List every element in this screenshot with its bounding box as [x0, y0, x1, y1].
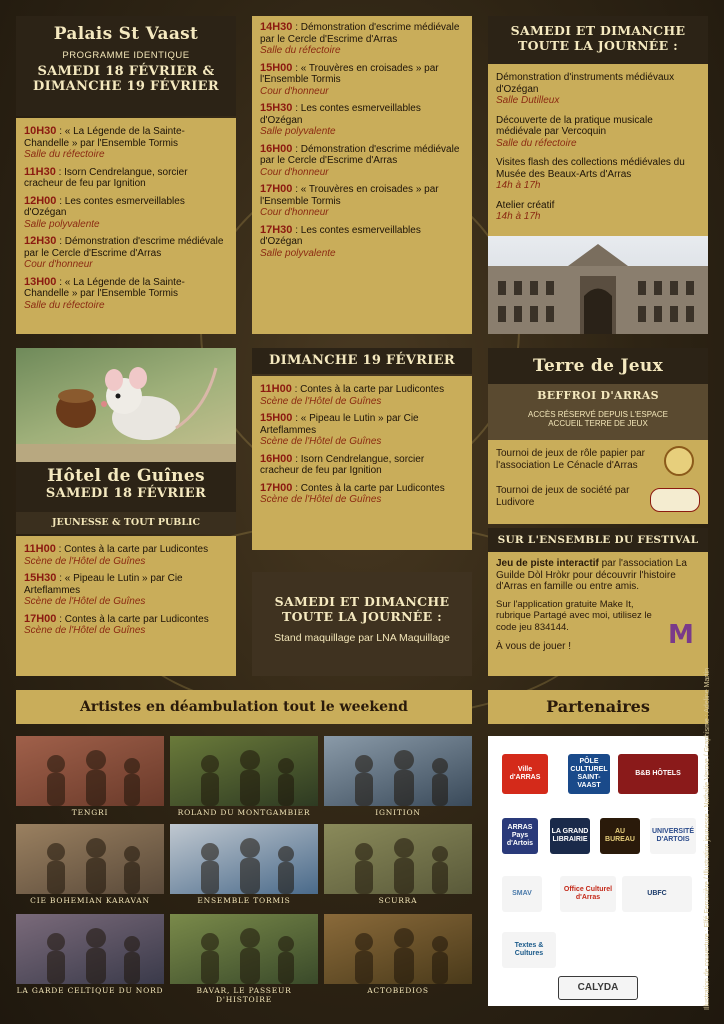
guines-audience [16, 512, 236, 534]
event-item [260, 384, 464, 407]
partner-logo: Ville d'ARRAS [502, 754, 548, 794]
event-item [260, 63, 464, 98]
event-desc: : Les contes esmerveillables d'Ozégan [24, 195, 185, 218]
terre-header [488, 348, 708, 384]
event-location: Scène de l'Hôtel de Guînes [260, 395, 382, 407]
festival-text [496, 558, 700, 593]
weekend2-title-2: TOUTE LA JOURNÉE : [281, 609, 443, 624]
weekend2-title-1: SAMEDI ET DIMANCHE [274, 594, 450, 609]
event-time: 17H00 [260, 183, 293, 195]
event-desc: : Les contes esmerveillables d'Ozégan [260, 103, 421, 126]
event-desc: : « Pipeau le Lutin » par Cie Arteflammes [24, 573, 183, 596]
artist-name: IGNITION [375, 808, 421, 817]
cenacle-logo [664, 446, 694, 476]
event-time: 14H30 [260, 21, 293, 33]
guines-header [16, 462, 236, 512]
artistes-title: Artistes en déambulation tout le weekend [80, 699, 408, 715]
artist-photo [324, 824, 472, 894]
partenaires-title: Partenaires [546, 697, 650, 716]
event-location: Salle du réfectoire [260, 45, 341, 56]
artistes-header [16, 690, 472, 724]
artist-name: ACTOBEDIOS [367, 986, 429, 995]
event-desc: : « La Légende de la Sainte-Chandelle » par l'Ensemble Tormis [24, 126, 185, 149]
palais-title: Palais St Vaast [53, 24, 199, 44]
artist-name: SCURRA [378, 896, 418, 905]
event-location: Scène de l'Hôtel de Guînes [260, 436, 382, 447]
partner-logo: B&B HÔTELS [618, 754, 698, 794]
weekend-title-1: SAMEDI ET DIMANCHE [510, 23, 686, 38]
festival-bold: Jeu de piste interactif [496, 558, 599, 569]
artist-photo [170, 914, 318, 984]
festival-desc: par l'association La Guilde Dòl Hròkr pour découvrir l'histoire d'Arras en famille ou entre amis. [496, 558, 687, 592]
event-desc: : Isorn Cendrelangue, sorcier cracheur de feu par Ignition [24, 166, 188, 189]
weekend-body [488, 64, 708, 236]
palais-dates-2: DIMANCHE 19 FÉVRIER [33, 79, 219, 94]
event-list [24, 544, 228, 637]
partner-logo: Office Culturel d'Arras [560, 876, 616, 912]
weekend-desc: Démonstration d'instruments médiévaux d'Ozégan [496, 72, 675, 95]
terre-place: BEFFROI D'ARRAS [537, 389, 659, 402]
artist-photo [324, 736, 472, 806]
artist-photo [16, 914, 164, 984]
event-location: Cour d'honneur [260, 85, 329, 97]
event-desc: : Contes à la carte par Ludicontes [56, 613, 209, 625]
artist-photo [324, 914, 472, 984]
event-desc: : Contes à la carte par Ludicontes [55, 544, 209, 555]
weekend-desc: Découverte de la pratique musicale médiévale par Vercoquin [496, 114, 653, 137]
festival-cta: À vous de jouer ! [496, 641, 572, 652]
ludivore-logo [650, 488, 700, 512]
event-item [260, 103, 464, 138]
event-time: 17H00 [24, 612, 57, 625]
weekend2-desc: Stand maquillage par LNA Maquillage [274, 632, 450, 644]
guines-audience-label: JEUNESSE & TOUT PUBLIC [51, 517, 201, 528]
event-desc: : Les contes esmerveillables d'Ozégan [260, 224, 421, 247]
weekend-desc: Atelier créatif [496, 199, 555, 211]
weekend-loc: 14h à 17h [496, 180, 541, 191]
event-location: Cour d'honneur [260, 166, 329, 178]
partner-logo: AU BUREAU [600, 818, 640, 854]
event-location: Scène de l'Hôtel de Guînes [24, 596, 146, 607]
partenaires-header [488, 690, 708, 724]
event-time: 16H00 [260, 142, 293, 155]
event-item [24, 544, 228, 567]
event-desc: : Démonstration d'escrime médiévale par le Cercle d'Escrime d'Arras [260, 22, 460, 45]
event-item [260, 454, 464, 477]
weekend-loc: Salle Dutilleux [496, 95, 560, 106]
weekend2-box [252, 572, 472, 676]
partner-logo: SMAV [502, 876, 542, 912]
event-desc: : « La Légende de la Sainte-Chandelle » par l'Ensemble Tormis [24, 276, 185, 299]
terre-title: Terre de Jeux [532, 356, 664, 376]
partner-logo: ARRAS Pays d'Artois [502, 818, 538, 854]
partner-logo: LA GRAND LIBRAIRIE [550, 818, 590, 854]
festival-body [488, 552, 708, 676]
event-time: 17H30 [260, 223, 293, 236]
palais-header [16, 16, 236, 116]
artist-photo [170, 736, 318, 806]
event-desc: : Démonstration d'escrime médiévale par le Cercle d'Escrime d'Arras [260, 143, 460, 166]
event-item [24, 236, 228, 271]
event-item [260, 184, 464, 219]
event-location: Salle polyvalente [24, 218, 100, 230]
makeit-logo: M [668, 620, 694, 650]
event-list [24, 126, 228, 311]
terre-place-box [488, 384, 708, 440]
dimanche-body [252, 376, 472, 550]
event-time: 12H00 [24, 194, 57, 207]
weekend-title-2: TOUTE LA JOURNÉE : [517, 38, 679, 53]
event-time: 15H30 [24, 572, 57, 584]
guines-title: Hôtel de Guînes [47, 466, 205, 486]
event-item [260, 483, 464, 506]
terre-access-2: ACCUEIL TERRE DE JEUX [548, 419, 648, 428]
palais-events-col1 [16, 118, 236, 334]
guines-date: SAMEDI 18 FÉVRIER [45, 486, 207, 501]
terre-item-2: Tournoi de jeux de société par Ludivore [496, 485, 630, 508]
partner-logo: CALYDA [558, 976, 638, 1000]
event-desc: : « Trouvères en croisades » par l'Ensemble Tormis [260, 62, 439, 85]
weekend-loc: Salle du réfectoire [496, 137, 577, 149]
dimanche-title: DIMANCHE 19 FÉVRIER [269, 353, 455, 368]
event-time: 15H30 [260, 102, 293, 114]
partner-logo: PÔLE CULTUREL SAINT-VAAST [568, 754, 610, 794]
credits [704, 570, 716, 1010]
partner-logo: UNIVERSITÉ D'ARTOIS [650, 818, 696, 854]
festival-app: Sur l'application gratuite Make It, rubrique Partagé avec moi, utilisez le code jeu 834144. [496, 598, 652, 633]
artist-name: CIE BOHEMIAN KARAVAN [30, 896, 150, 905]
event-item [260, 22, 464, 57]
partenaires-body [488, 736, 708, 1006]
event-desc: : Contes à la carte par Ludicontes [292, 482, 445, 494]
weekend-loc: 14h à 17h [496, 211, 541, 222]
event-desc: : Contes à la carte par Ludicontes [291, 384, 445, 395]
event-item [24, 573, 228, 608]
event-item [24, 126, 228, 161]
dimanche-header [252, 348, 472, 374]
event-location: Scène de l'Hôtel de Guînes [24, 625, 146, 636]
artist-photo [16, 736, 164, 806]
weekend-item [496, 115, 700, 150]
event-time: 17H00 [260, 481, 293, 494]
weekend-desc: Visites flash des collections médiévales du Musée des Beaux-Arts d'Arras [496, 157, 685, 180]
artist-photo [170, 824, 318, 894]
partner-logo: Textes & Cultures [502, 932, 556, 968]
mouse-illustration [16, 348, 236, 462]
event-item [260, 413, 464, 448]
weekend-item [496, 157, 700, 192]
weekend-list [496, 72, 700, 223]
festival-header [488, 528, 708, 552]
event-location: Scène de l'Hôtel de Guînes [260, 494, 382, 505]
palais-dates-1: SAMEDI 18 FÉVRIER & [37, 64, 215, 79]
weekend-item [496, 200, 700, 223]
event-list [260, 22, 464, 259]
event-location: Cour d'honneur [260, 207, 329, 218]
artist-name: BAVAR, LE PASSEUR D'HISTOIRE [196, 986, 292, 1004]
credits-text: Illustration de couverture : Elfé Ferronière / Illustration jeunesse : Nathalie Verove / Graphisme : Adeline Martin [704, 667, 711, 1010]
festival-title: SUR L'ENSEMBLE DU FESTIVAL [497, 534, 699, 546]
weekend-item [496, 72, 700, 107]
artist-photo [16, 824, 164, 894]
event-time: 16H00 [260, 452, 293, 465]
event-time: 11H30 [24, 165, 56, 178]
event-desc: : Démonstration d'escrime médiévale par le Cercle d'Escrime d'Arras [24, 236, 224, 259]
event-item [24, 614, 228, 637]
event-item [24, 167, 228, 190]
artist-name: ROLAND DU MONTGAMBIER [177, 808, 311, 817]
palais-photo [488, 236, 708, 334]
event-item [24, 196, 228, 231]
event-desc: : « Trouvères en croisades » par l'Ensemble Tormis [260, 184, 439, 207]
palais-events-col2 [252, 16, 472, 334]
terre-access-1: ACCÈS RÉSERVÉ DEPUIS L'ESPACE [528, 410, 668, 419]
partner-logo: UBFC [622, 876, 692, 912]
terre-body [488, 440, 708, 524]
event-time: 12H30 [24, 235, 57, 247]
event-time: 15H00 [260, 412, 293, 424]
event-item [260, 225, 464, 260]
terre-item-1: Tournoi de jeux de rôle papier par l'association Le Cénacle d'Arras [496, 448, 645, 471]
event-time: 10H30 [24, 125, 57, 137]
artist-name: ENSEMBLE TORMIS [197, 896, 291, 905]
guines-body [16, 536, 236, 676]
palais-subtitle: PROGRAMME IDENTIQUE [62, 50, 190, 61]
event-location: Salle du réfectoire [24, 299, 105, 311]
event-item [24, 277, 228, 312]
event-item [260, 144, 464, 179]
event-location: Cour d'honneur [24, 259, 93, 270]
event-desc: : « Pipeau le Lutin » par Cie Arteflammes [260, 413, 419, 436]
event-location: Salle polyvalente [260, 247, 336, 259]
event-desc: : Isorn Cendrelangue, sorcier cracheur de feu par Ignition [260, 453, 425, 476]
event-time: 11H00 [260, 383, 292, 395]
artist-name: LA GARDE CELTIQUE DU NORD [16, 986, 164, 995]
artist-name: TENGRI [71, 808, 109, 817]
event-location: Salle du réfectoire [24, 149, 105, 160]
event-time: 11H00 [24, 543, 56, 555]
event-time: 15H00 [260, 61, 293, 74]
event-time: 13H00 [24, 275, 57, 288]
event-location: Scène de l'Hôtel de Guînes [24, 555, 146, 567]
event-list [260, 384, 464, 506]
weekend-header [488, 16, 708, 64]
event-location: Salle polyvalente [260, 126, 336, 137]
